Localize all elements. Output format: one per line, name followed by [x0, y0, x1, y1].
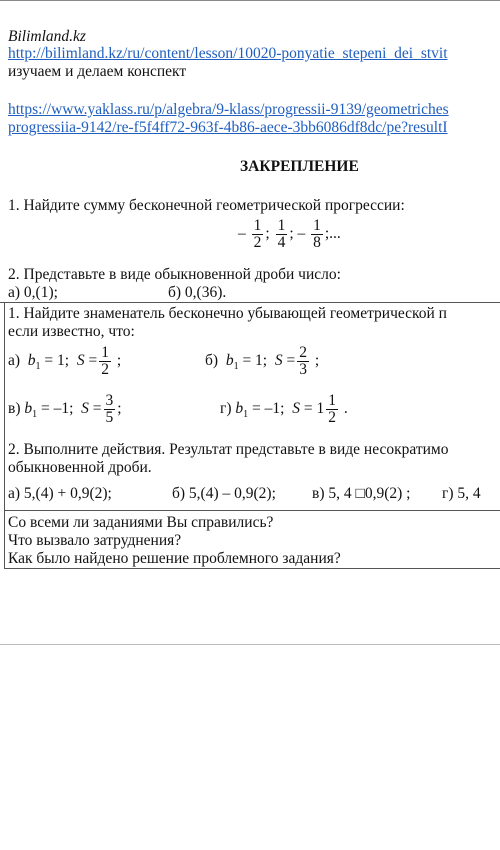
reflection-question-1: Со всеми ли заданиями Вы справились?	[8, 514, 274, 531]
block2-task1-line2: если известно, что:	[8, 323, 135, 340]
term1-sign: –	[238, 225, 246, 243]
reflection-question-3: Как было найдено решение проблемного задания?	[8, 550, 341, 567]
term3-sep: ;...	[324, 225, 341, 243]
condition-c-fraction: $\frac{3}{5}$	[105, 392, 114, 426]
condition-c: в) $b_1 = -1$; S = $\frac{3}{5}$ ;	[8, 392, 122, 426]
progression-terms	[238, 218, 341, 251]
term1-sep: ;	[265, 225, 270, 243]
task2-option-a: а) 0,(1);	[8, 284, 58, 301]
block2-task1-line1: 1. Найдите знаменатель бесконечно убывающей геометрической п	[8, 305, 447, 322]
task2-text: 2. Представьте в виде обыкновенной дроби число:	[8, 266, 341, 283]
block2-left-border	[4, 302, 5, 568]
condition-a: а) $b_1 = 1$; S = $\frac{1}{2}$ ;	[8, 344, 122, 378]
top-edge-line	[0, 0, 500, 1]
condition-a-fraction: $\frac{1}{2}$	[101, 344, 109, 378]
reflection-question-2: Что вызвало затруднения?	[8, 532, 182, 549]
operation-option-a: а) 5,(4) + 0,9(2);	[8, 485, 112, 502]
term2-fraction: $\frac{1}{4}$	[277, 217, 286, 251]
operation-option-b: б) 5,(4) – 0,9(2);	[172, 485, 276, 502]
condition-b: б) $b_1 = 1$; S = $\frac{2}{3}$ ;	[205, 344, 320, 378]
task2-option-b: б) 0,(36).	[168, 284, 227, 301]
yaklass-link-line1[interactable]: https://www.yaklass.ru/p/algebra/9-klass/progressii-9139/geometriches	[8, 101, 449, 118]
term1-fraction: $\frac{1}{2}$	[253, 217, 262, 251]
operation-option-c: в) 5, 4 □0,9(2) ;	[312, 485, 411, 502]
section-title: ЗАКРЕПЛЕНИЕ	[240, 158, 359, 175]
condition-d: г) $b_1 = -1$; S = 1 $\frac{1}{2}$ .	[220, 392, 348, 426]
block2-task2-line1: 2. Выполните действия. Результат представьте в виде несократимо	[8, 441, 449, 458]
condition-d-fraction: $\frac{1}{2}$	[328, 392, 336, 426]
operation-option-d: г) 5, 4	[442, 485, 481, 502]
block2-task2-line2: обыкновенной дроби.	[8, 459, 152, 476]
task1-text: 1. Найдите сумму бесконечной геометрической прогрессии:	[8, 197, 405, 214]
block2-bottom-border	[4, 510, 500, 511]
bilimland-link[interactable]: http://bilimland.kz/ru/content/lesson/10020-ponyatie_stepeni_dei_stvit	[8, 45, 448, 62]
term3-fraction: $\frac{1}{8}$	[313, 217, 321, 251]
source-title: Bilimland.kz	[8, 28, 86, 45]
block2-top-border	[0, 302, 500, 303]
reflection-bottom-border	[4, 568, 500, 569]
term2-sep: ; –	[289, 225, 306, 243]
page-separator	[0, 644, 500, 645]
yaklass-link-line2[interactable]: progressiia-9142/re-f5f4ff72-963f-4b86-aece-3bb6086df8dc/pe?resultI	[8, 119, 448, 136]
condition-b-fraction: $\frac{2}{3}$	[299, 344, 307, 378]
instruction-note: изучаем и делаем конспект	[8, 63, 187, 80]
